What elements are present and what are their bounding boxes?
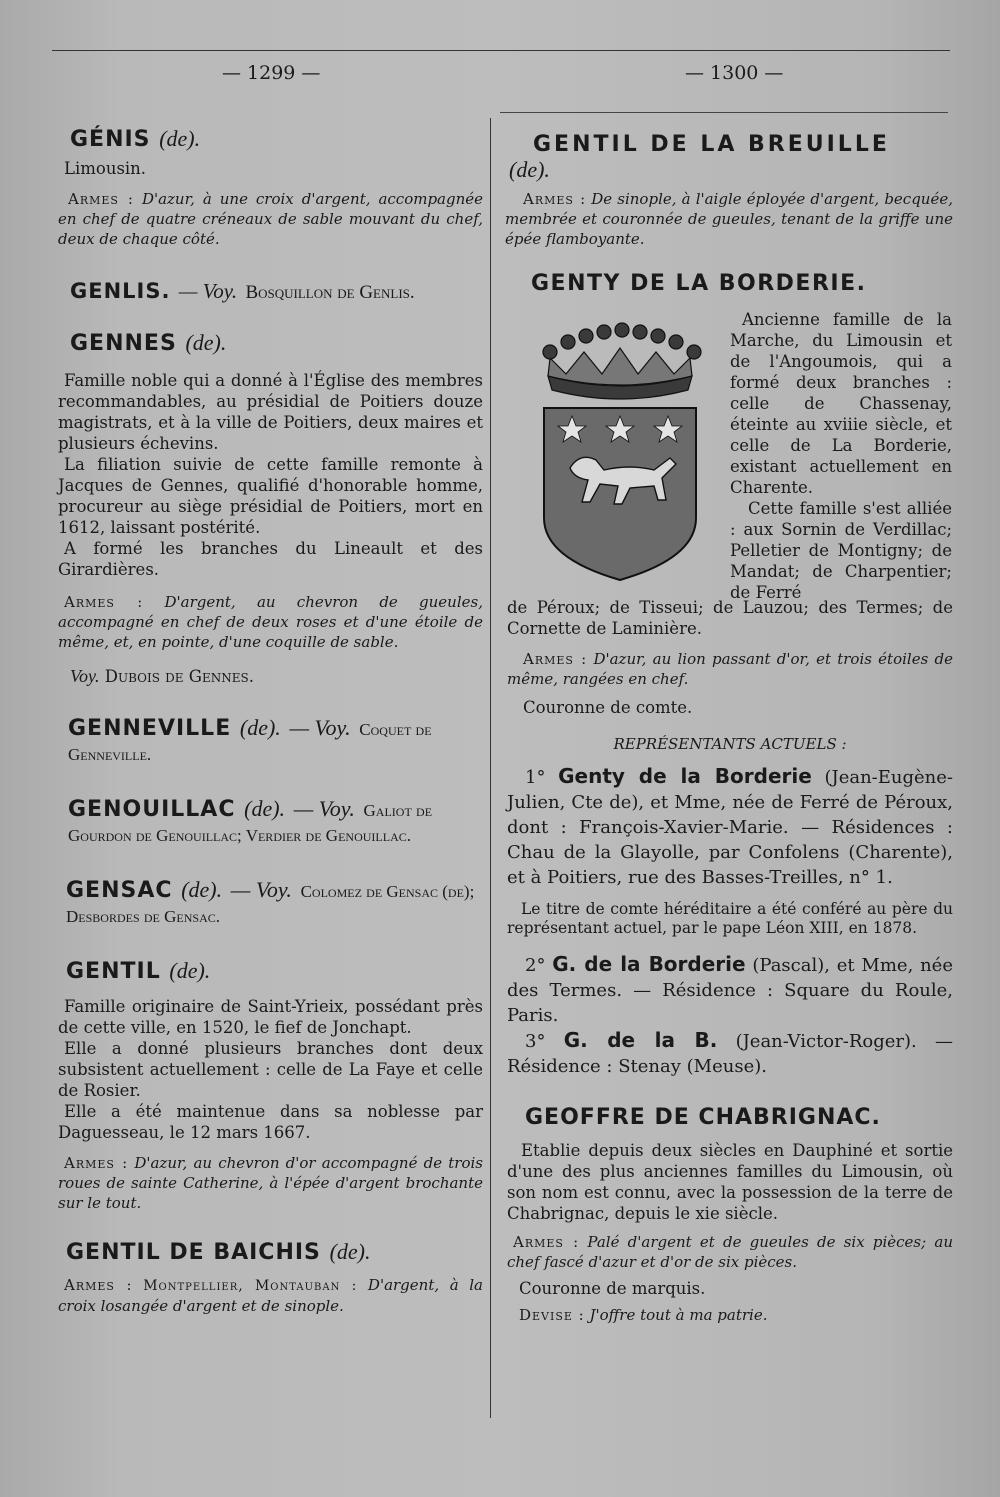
voy-label: — Voy. — [230, 877, 292, 902]
paragraph: Cette famille s'est alliée : aux Sornin de Verdillac; Pelletier de Montigny; de Mandat; de Charpentier; de Ferré — [730, 499, 952, 602]
entry-geoffre — [507, 1105, 953, 1325]
paragraph: La filiation suivie de cette famille remonte à Jacques de Gennes, qualifié d'honorable homme, procureur au siège présidial de Poitiers, mort en 1612, laissant postérité. — [58, 455, 483, 537]
voy-label: — Voy. — [293, 796, 355, 821]
top-rule — [52, 50, 950, 51]
entry-gentil — [58, 958, 483, 1213]
entry-arms — [58, 1275, 483, 1316]
devise-text: J'offre tout à ma patrie. — [589, 1306, 768, 1324]
rep-name: G. de la Borderie — [552, 952, 746, 976]
entry-arms — [58, 189, 483, 249]
crown-line: Couronne de comte. — [523, 698, 693, 717]
entry-arms — [58, 592, 483, 652]
rep-text: (Jean-Victor-Roger). — Résidence : Stenay (Meuse). — [507, 1031, 953, 1077]
cross-reference: Colomez de Gensac (de); Desbordes de Gensac. — [66, 882, 475, 926]
rep-number: 2° — [525, 955, 546, 976]
entry-particle: (de). — [509, 157, 550, 182]
entry-title: GENLIS. — [70, 279, 171, 303]
arms-places: Montpellier, Montauban : — [143, 1278, 358, 1294]
cross-reference: Galiot de Gourdon de Genouillac; Verdier de Genouillac. — [68, 801, 433, 845]
representative-2 — [507, 952, 953, 1028]
entry-particle: (de). — [159, 126, 201, 151]
entry-particle: (de). — [329, 1239, 371, 1264]
arms-text: D'argent, au chevron de gueules, accompagné en chef de deux roses et d'une étoile de même, et, en pointe, d'une coquille de sable. — [58, 593, 483, 651]
entry-genneville — [58, 715, 483, 766]
entry-title: GENTIL DE BAICHIS — [66, 1240, 321, 1265]
entry-gensac — [58, 877, 483, 928]
devise-label: Devise : — [519, 1306, 585, 1324]
rep-number: 3° — [525, 1031, 546, 1052]
voy-label: — Voy. — [178, 279, 238, 303]
crown-line: Couronne de marquis. — [519, 1279, 706, 1298]
entry-genis — [58, 126, 483, 249]
paragraph: Elle a été maintenue dans sa noblesse par Daguesseau, le 12 mars 1667. — [58, 1102, 483, 1142]
right-column — [505, 118, 953, 296]
representatives-heading: REPRÉSENTANTS ACTUELS : — [613, 735, 847, 753]
entry-arms — [58, 1153, 483, 1213]
voy-label: — Voy. — [289, 715, 351, 740]
cross-reference: Bosquillon de Genlis. — [245, 282, 415, 303]
cross-reference: Coquet de Genneville. — [68, 720, 432, 764]
left-column — [58, 118, 483, 1316]
entry-arms — [505, 189, 953, 249]
entry-title: GENSAC — [66, 878, 173, 903]
rep-number: 1° — [525, 767, 546, 788]
entry-genouillac — [58, 796, 483, 847]
devise-line — [519, 1305, 953, 1325]
entry-particle: (de). — [181, 877, 223, 902]
entry-title: GENTIL DE LA BREUILLE — [533, 132, 890, 157]
entry-title: GENNES — [70, 331, 177, 356]
paragraph: Ancienne famille de la Marche, du Limousin et de l'Angoumois, qui a formé deux branches : celle de Chassenay, éteinte au xviiie siècle, et celle de La Borderie, existant actuellement en Charente. — [730, 310, 952, 497]
arms-label: Armes : — [523, 190, 587, 208]
column-divider — [490, 118, 491, 1418]
arms-label: Armes : — [513, 1233, 580, 1251]
entry-genty-title — [505, 271, 953, 296]
arms-text: D'azur, à une croix d'argent, accompagnée en chef de quatre créneaux de sable mouvant du chef, deux de chaque côté. — [58, 190, 484, 248]
entry-arms — [507, 1232, 953, 1272]
arms-text: D'azur, au chevron d'or accompagné de trois roues de sainte Catherine, à l'épée d'argent brochante sur le tout. — [58, 1154, 483, 1212]
header-rule — [500, 112, 948, 113]
entry-particle: (de). — [185, 330, 227, 355]
arms-text: De sinople, à l'aigle éployée d'argent, becquée, membrée et couronnée de gueules, tenant de la griffe une épée flamboyante. — [505, 190, 953, 248]
genty-intro — [730, 309, 952, 603]
arms-label: Armes : — [64, 1154, 129, 1172]
entry-gentil-de-baichis — [58, 1239, 483, 1316]
entry-title: GEOFFRE DE CHABRIGNAC. — [525, 1105, 881, 1130]
entry-title: GENTY DE LA BORDERIE. — [531, 271, 867, 296]
paragraph: Famille originaire de Saint-Yrieix, possédant près de cette ville, en 1520, le fief de Jonchapt. — [58, 997, 483, 1037]
entry-title: GÉNIS — [70, 127, 151, 152]
page-number-right: — 1300 — — [685, 62, 784, 84]
paragraph: Le titre de comte héréditaire a été conféré au père du représentant actuel, par le pape Léon XIII, en 1878. — [507, 900, 953, 937]
entry-title: GENNEVILLE — [68, 716, 232, 741]
paragraph: A formé les branches du Lineault et des Girardières. — [58, 539, 483, 579]
paragraph: Etablie depuis deux siècles en Dauphiné et sortie d'une des plus anciennes familles du Limousin, où son nom est connu, avec la possession de la terre de Chabrignac, depuis le xie siècle. — [507, 1141, 953, 1223]
representative-1 — [507, 764, 953, 890]
arms-text: D'azur, au lion passant d'or, et trois étoiles de même, rangées en chef. — [507, 650, 953, 688]
entry-genlis — [58, 279, 483, 304]
arms-text: D'argent, à la croix losangée d'argent et de sinople. — [58, 1276, 483, 1315]
entry-particle: (de). — [244, 796, 286, 821]
entry-gentil-de-la-breuille — [505, 132, 953, 249]
voy-label: Voy. — [70, 666, 100, 686]
representative-3 — [507, 1028, 953, 1079]
entry-gennes — [58, 330, 483, 687]
arms-label: Armes : — [64, 593, 144, 611]
arms-label: Armes : — [523, 650, 588, 668]
coat-of-arms-icon — [530, 318, 710, 588]
entry-title: GENOUILLAC — [68, 797, 236, 822]
genty-body — [507, 597, 953, 1325]
rep-name: G. de la B. — [563, 1028, 718, 1052]
arms-label: Armes : — [68, 190, 134, 208]
entry-particle: (de). — [239, 715, 281, 740]
rep-text: (Jean-Eugène-Julien, Cte de), et Mme, née de Ferré de Péroux, dont : François-Xavier-Marie. — Résidences : Chau de la Glayolle, par Confolens (Charente), et à Poitiers, rue des Basses-Treilles, n° 1. — [507, 767, 953, 888]
rep-name: Genty de la Borderie — [558, 764, 812, 788]
cross-reference: Dubois de Gennes. — [104, 667, 254, 686]
rep-text: (Pascal), et Mme, née des Termes. — Résidence : Square du Roule, Paris. — [507, 955, 953, 1026]
paragraph: Elle a donné plusieurs branches dont deux subsistent actuellement : celle de La Faye et celle de Rosier. — [58, 1039, 483, 1100]
paragraph: Famille noble qui a donné à l'Église des membres recommandables, au présidial de Poitiers douze magistrats, et à la ville de Poitiers, deux maires et plusieurs échevins. — [58, 371, 483, 453]
entry-title: GENTIL — [66, 959, 161, 984]
entry-particle: (de). — [169, 958, 211, 983]
arms-label: Armes : — [64, 1276, 133, 1294]
page-number-left: — 1299 — — [222, 62, 321, 84]
entry-region: Limousin. — [64, 159, 147, 178]
paragraph: de Péroux; de Tisseui; de Lauzou; des Termes; de Cornette de Laminière. — [507, 598, 953, 638]
entry-arms — [507, 649, 953, 689]
arms-text: Palé d'argent et de gueules de six pièces; au chef fascé d'azur et d'or de six pièces. — [507, 1233, 953, 1271]
